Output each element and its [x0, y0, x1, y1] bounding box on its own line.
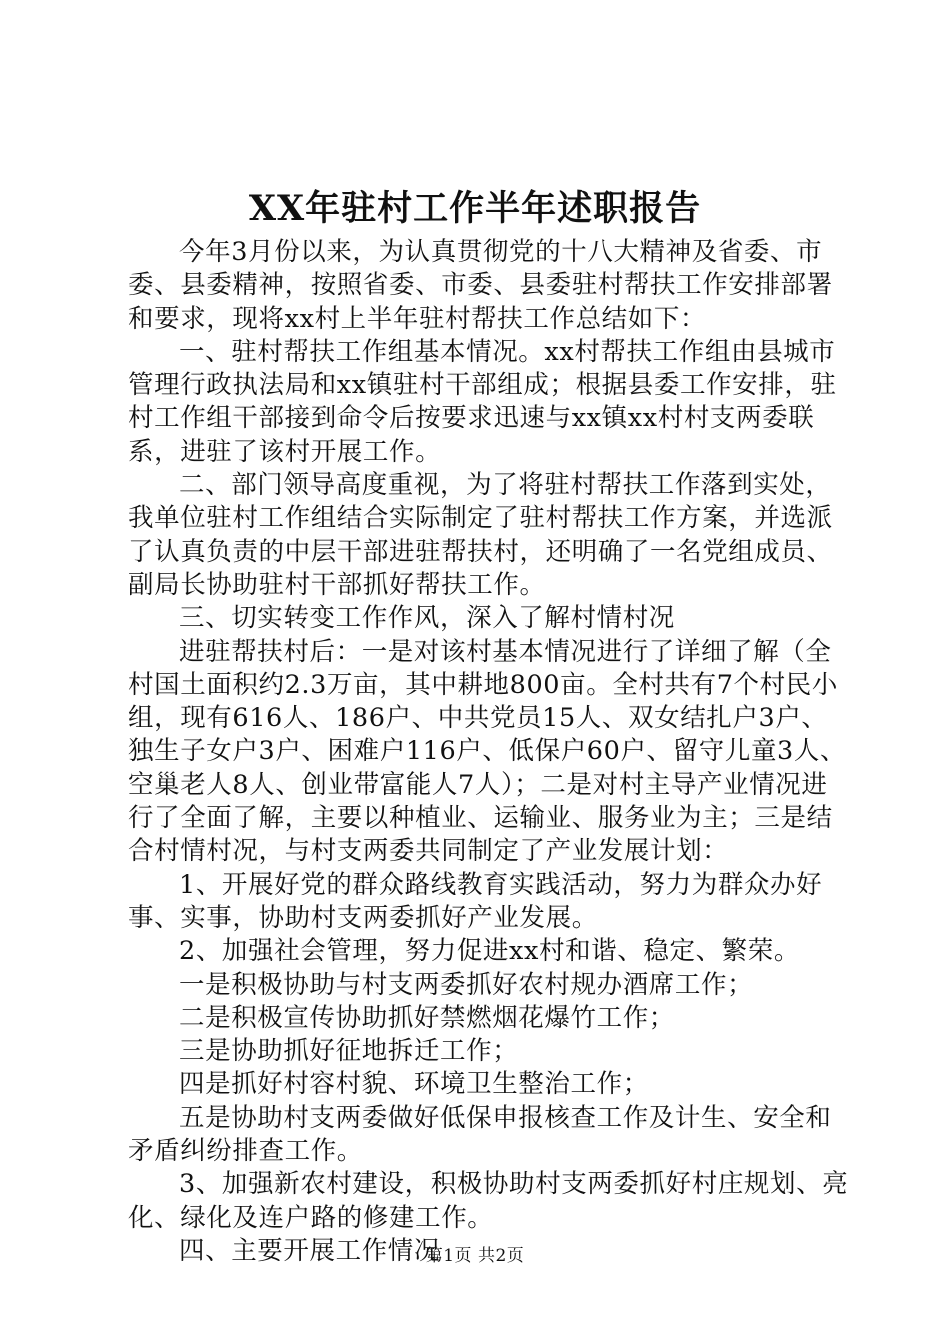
paragraph-section-4-heading: 四、主要开展工作情况: [179, 1235, 441, 1266]
paragraph-subitem-4: 四是抓好村容村貌、环境卫生整治工作；: [179, 1069, 649, 1100]
paragraph-section-2: 二、部门领导高度重视，为了将驻村帮扶工作落到实处，我单位驻村工作组结合实际制定了驻村帮扶工作方案，并选派了认真负责的中层干部进驻帮扶村，还明确了一名党组成员、副局长协助驻村干部抓好帮扶工作。: [128, 470, 833, 600]
document-title: XX年驻村工作半年述职报告: [248, 188, 702, 229]
paragraph-item-2: 2、加强社会管理，努力促进xx村和谐、稳定、繁荣。: [179, 936, 800, 967]
paragraph-village-details: 进驻帮扶村后：一是对该村基本情况进行了详细了解（全村国土面积约2.3万亩，其中耕地800亩。全村共有7个村民小组，现有616人、186户、中共党员15人、双女结扎户3户、独生子女户3户、困难户116户、低保户60户、留守儿童3人、空巢老人8人、创业带富能人7人）；二是对村主导产业情况进行了全面了解，主要以种植业、运输业、服务业为主；三是结合村情村况，与村支两委共同制定了产业发展计划：: [128, 636, 847, 867]
paragraph-subitem-3: 三是协助抓好征地拆迁工作；: [179, 1036, 519, 1067]
paragraph-item-1: 1、开展好党的群众路线教育实践活动，努力为群众办好事、实事，协助村支两委抓好产业发展。: [128, 869, 823, 933]
page-footer: 第1页 共2页: [425, 1246, 525, 1266]
paragraph-section-1: 一、驻村帮扶工作组基本情况。xx村帮扶工作组由县城市管理行政执法局和xx镇驻村干部组成；根据县委工作安排，驻村工作组干部接到命令后按要求迅速与xx镇xx村村支两委联系，进驻了该村开展工作。: [128, 336, 837, 467]
paragraph-subitem-2: 二是积极宣传协助抓好禁燃烟花爆竹工作；: [179, 1002, 675, 1033]
paragraph-subitem-1: 一是积极协助与村支两委抓好农村规办酒席工作；: [179, 969, 754, 1000]
paragraph-section-3-heading: 三、切实转变工作作风，深入了解村情村况: [179, 603, 675, 634]
paragraph-item-3: 3、加强新农村建设，积极协助村支两委抓好村庄规划、亮化、绿化及连户路的修建工作。: [128, 1169, 849, 1233]
paragraph-subitem-5: 五是协助村支两委做好低保申报核查工作及计生、安全和矛盾纠纷排查工作。: [128, 1102, 832, 1167]
paragraph-intro: 今年3月份以来，为认真贯彻党的十八大精神及省委、市委、县委精神，按照省委、市委、县委驻村帮扶工作安排部署和要求，现将xx村上半年驻村帮扶工作总结如下：: [128, 237, 833, 334]
document-body: [128, 236, 850, 1268]
